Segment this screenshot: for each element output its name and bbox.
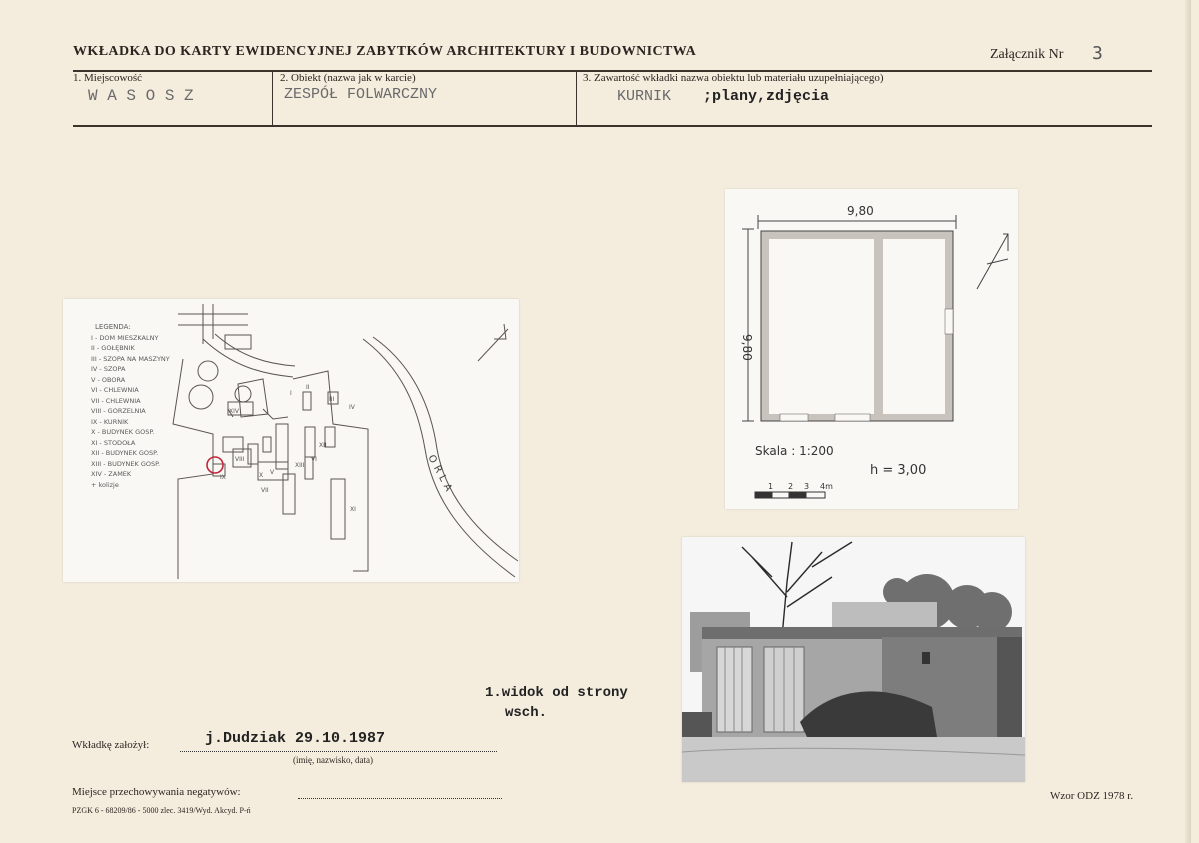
building-label: X (259, 472, 264, 479)
photo-image (682, 537, 1025, 782)
floor-plan-drawing (725, 189, 1018, 509)
content-label: 3. Zawartość wkładki nazwa obiektu lub materiału uzupełniającego) (583, 72, 884, 84)
legend-item: XIV - ZAMEK (91, 470, 132, 478)
north-arrow-icon (478, 324, 508, 361)
negatives-label: Miejsce przechowywania negatywów: (72, 786, 241, 798)
building-label: V (270, 469, 275, 476)
building-label: XIII (295, 462, 305, 469)
legend-item: I - DOM MIESZKALNY (91, 333, 159, 342)
annex-number: 3 (1092, 43, 1103, 64)
building-label: VI (311, 456, 317, 463)
photo-caption-line2: wsch. (505, 705, 548, 721)
building-label: VII (261, 487, 269, 494)
photo-card (682, 537, 1025, 782)
legend-item: V - OBORA (91, 375, 126, 384)
legend-item: II - GOŁĘBNIK (91, 344, 135, 352)
print-info: PZGK 6 - 68209/86 - 5000 zlec. 3419/Wyd. Akcyd. P-ń (72, 806, 251, 815)
width-dimension: 9,80 (847, 204, 874, 218)
scale-tick: 4m (820, 482, 833, 491)
scale-tick: 1 (768, 482, 774, 491)
photo-caption-line1: 1.widok od strony (485, 685, 628, 701)
object-value: ZESPÓŁ FOLWARCZNY (284, 86, 438, 103)
page-edge (1185, 0, 1191, 843)
founded-line (180, 751, 497, 752)
building-label: II (306, 384, 310, 391)
founded-hint: (imię, nazwisko, data) (293, 755, 373, 765)
legend-item: IV - SZOPA (91, 365, 126, 373)
locality-value: W A S O S Z (88, 87, 194, 105)
field-divider-1 (272, 72, 273, 126)
building-label: VIII (235, 456, 245, 463)
river-label: ORLA (425, 453, 456, 497)
legend-item: VI - CHLEWNIA (91, 386, 139, 394)
legend-item: XII - BUDYNEK GOSP. (91, 449, 159, 457)
building-label: XII (319, 442, 327, 449)
floor-plan-card (725, 189, 1018, 509)
building-label: I (290, 390, 292, 397)
founded-value: j.Dudziak 29.10.1987 (205, 730, 386, 747)
negatives-line (298, 798, 502, 799)
legend-item: III - SZOPA NA MASZYNY (91, 354, 170, 363)
depth-dimension: 9,80 (740, 334, 754, 361)
annex-label: Załącznik Nr (990, 47, 1064, 62)
building-label: XIV (229, 408, 239, 415)
legend (91, 322, 170, 490)
content-value-object: KURNIK (617, 88, 672, 105)
building-label: III (329, 396, 335, 403)
locality-label: 1. Miejscowość (73, 72, 143, 84)
building-label: XI (350, 506, 356, 513)
content-value-materials: ;plany,zdjęcia (703, 88, 830, 105)
founded-label: Wkładkę założył: (72, 739, 150, 751)
legend-item: IX - KURNIK (91, 417, 129, 426)
building-label: IX (220, 474, 226, 481)
building-label: IV (349, 404, 355, 411)
legend-item: XI - STODOŁA (91, 438, 136, 447)
form-title: WKŁADKA DO KARTY EWIDENCYJNEJ ZABYTKÓW ARCHITEKTURY I BUDOWNICTWA (73, 44, 697, 59)
field-divider-2 (576, 72, 577, 126)
object-label: 2. Obiekt (nazwa jak w karcie) (280, 72, 416, 84)
legend-title: LEGENDA: (95, 323, 131, 331)
legend-item: VII - CHLEWNIA (91, 396, 141, 405)
legend-item: XIII - BUDYNEK GOSP. (91, 459, 161, 468)
legend-item: X - BUDYNEK GOSP. (91, 428, 155, 436)
scale-tick: 3 (804, 482, 810, 491)
height-text: h = 3,00 (870, 463, 927, 478)
header-rule-bottom (73, 125, 1152, 127)
scale-tick: 2 (788, 482, 794, 491)
legend-item: + kolizje (91, 480, 119, 489)
site-plan-card (63, 299, 519, 582)
scale-text: Skala : 1:200 (755, 444, 834, 458)
legend-item: VIII - GORZELNIA (91, 407, 146, 415)
form-model: Wzor ODZ 1978 r. (1050, 790, 1134, 802)
kurnik-marker (207, 457, 223, 473)
